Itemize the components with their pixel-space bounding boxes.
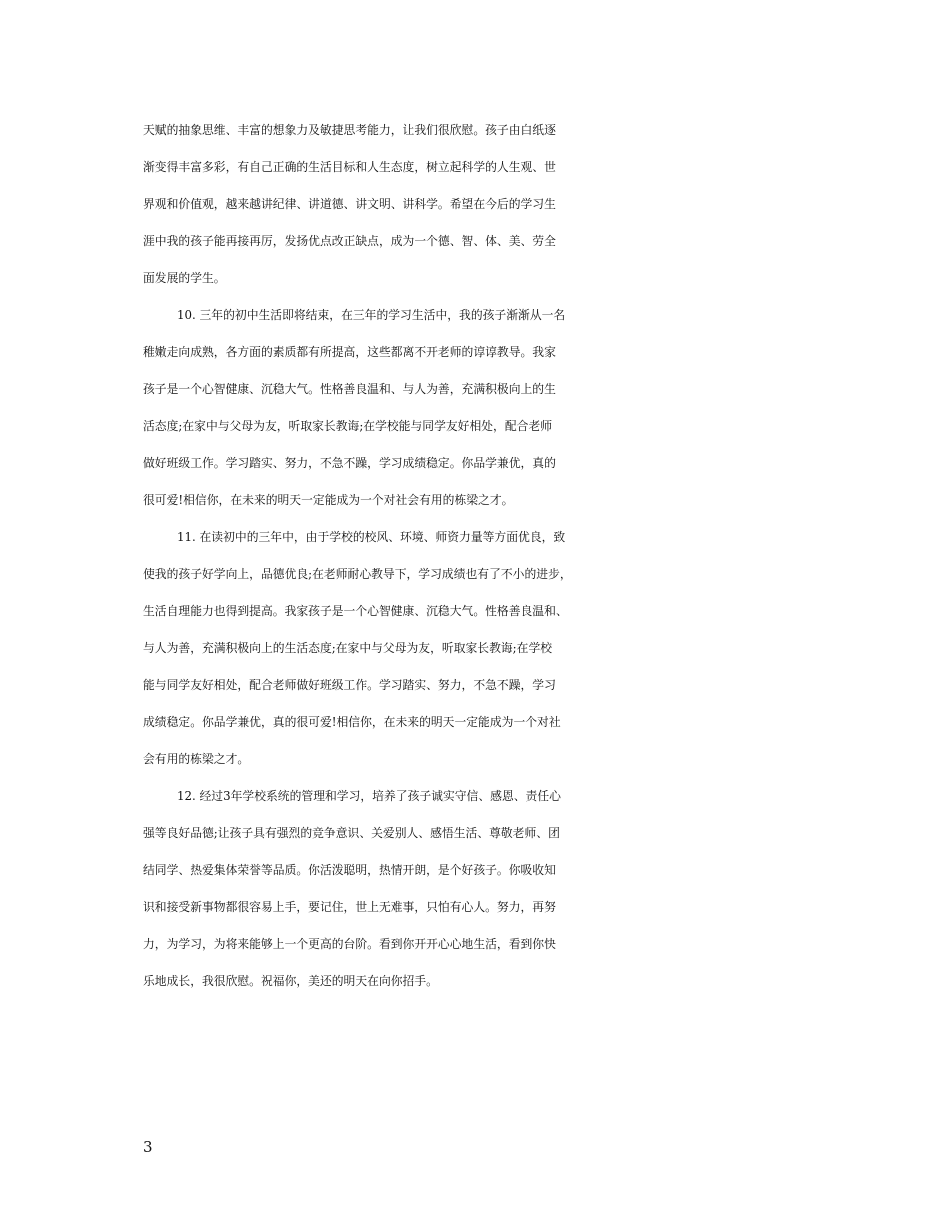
text-line: 成绩稳定。你品学兼优，真的很可爱!相信你，在未来的明天一定能成为一个对社 (143, 715, 561, 729)
text-line: 使我的孩子好学向上，品德优良;在老师耐心教导下，学习成绩也有了不小的进步， (143, 567, 572, 581)
paragraph-12-first-line: 12. 经过3年学校系统的管理和学习，培养了孩子诚实守信、感恩、责任心 (177, 789, 561, 803)
text-line: 稚嫩走向成熟，各方面的素质都有所提高，这些都离不开老师的谆谆教导。我家 (143, 345, 556, 359)
text-line: 孩子是一个心智健康、沉稳大气。性格善良温和、与人为善，充满积极向上的生 (143, 382, 556, 396)
paragraph-11-first-line: 11. 在读初中的三年中，由于学校的校风、环境、师资力量等方面优良，致 (177, 530, 566, 544)
text-line: 涯中我的孩子能再接再厉，发扬优点改正缺点，成为一个德、智、体、美、劳全 (143, 234, 556, 248)
text-line: 与人为善，充满积极向上的生活态度;在家中与父母为友，听取家长教诲;在学校 (143, 641, 553, 655)
paragraph-10-first-line: 10. 三年的初中生活即将结束，在三年的学习生活中，我的孩子渐渐从一名 (177, 308, 566, 322)
text-line: 强等良好品德;让孩子具有强烈的竞争意识、关爱别人、感悟生活、尊敬老师、团 (143, 826, 560, 840)
text-line: 做好班级工作。学习踏实、努力，不急不躁，学习成绩稳定。你品学兼优，真的 (143, 456, 556, 470)
text-line: 很可爱!相信你，在未来的明天一定能成为一个对社会有用的栋梁之才。 (143, 493, 514, 507)
text-line: 面发展的学生。 (143, 271, 226, 285)
text-line: 力，为学习，为将来能够上一个更高的台阶。看到你开开心心地生活，看到你快 (143, 937, 556, 951)
text-line: 识和接受新事物都很容易上手，要记住，世上无难事，只怕有心人。努力，再努 (143, 900, 556, 914)
text-line: 生活自理能力也得到提高。我家孩子是一个心智健康、沉稳大气。性格善良温和、 (143, 604, 568, 618)
text-line: 乐地成长，我很欣慰。祝福你，美还的明天在向你招手。 (143, 974, 438, 988)
text-line: 天赋的抽象思维、丰富的想象力及敏捷思考能力，让我们很欣慰。孩子由白纸逐 (143, 123, 556, 137)
text-line: 能与同学友好相处，配合老师做好班级工作。学习踏实、努力，不急不躁，学习 (143, 678, 556, 692)
text-line: 活态度;在家中与父母为友，听取家长教诲;在学校能与同学友好相处，配合老师 (143, 419, 553, 433)
text-line: 界观和价值观，越来越讲纪律、讲道德、讲文明、讲科学。希望在今后的学习生 (143, 197, 556, 211)
text-line: 结同学、热爱集体荣誉等品质。你活泼聪明，热情开朗，是个好孩子。你吸收知 (143, 863, 556, 877)
page-number: 3 (143, 1138, 153, 1156)
text-line: 会有用的栋梁之才。 (143, 752, 250, 766)
text-line: 渐变得丰富多彩，有自己正确的生活目标和人生态度，树立起科学的人生观、世 (143, 160, 556, 174)
